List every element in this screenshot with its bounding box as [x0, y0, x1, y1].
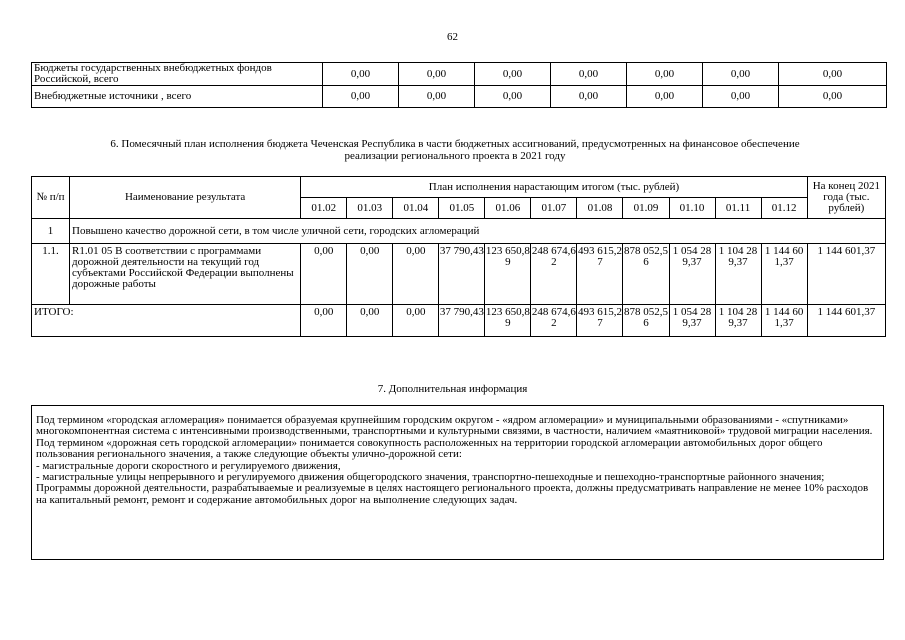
total-row-value: 123 650,89 [485, 305, 531, 337]
budget-value-cell: 0,00 [475, 63, 551, 86]
item-row-value: 0,00 [301, 244, 347, 305]
budget-row [32, 86, 887, 108]
additional-info-box [31, 405, 884, 560]
budget-row-label: Бюджеты государственных внебюджетных фондов Российской, всего [32, 63, 323, 86]
info-paragraph: Под термином «дорожная сеть городской агломерации» понимается совокупность расположенных на территории городской агломерации автомобильных дорог общего пользования регионального значения, а также следующие объекты улично-дорожной сети: [36, 436, 823, 461]
month-header: 01.07 [531, 198, 577, 219]
budget-value-cell: 0,00 [627, 86, 703, 108]
month-header: 01.06 [485, 198, 531, 219]
budget-value-cell: 0,00 [323, 86, 399, 108]
month-header: 01.11 [715, 198, 761, 219]
budget-row [32, 63, 887, 86]
total-row-label: ИТОГО: [32, 305, 301, 337]
total-row-year-end: 1 144 601,37 [807, 305, 885, 337]
budget-value-cell: 0,00 [323, 63, 399, 86]
section-6-title-line1: 6. Помесячный план исполнения бюджета Чеченская Республика в части бюджетных ассигнований, предусмотренных на финансовое обеспечение [110, 138, 800, 150]
total-row-value: 0,00 [393, 305, 439, 337]
item-row-value: 1 104 289,37 [715, 244, 761, 305]
info-paragraph: Программы дорожной деятельности, разрабатываемые и реализуемые в целях настоящего регионального проекта, должны предусматривать направление не менее 10% расходов на капитальный ремонт, ремонт и содержание автомобильных дорог на выполнение следующих задач. [36, 482, 869, 506]
budget-value-cell: 0,00 [779, 63, 887, 86]
item-row-value: 1 144 601,37 [761, 244, 807, 305]
total-row-value: 1 104 289,37 [715, 305, 761, 337]
item-row-value: 878 052,56 [623, 244, 669, 305]
total-row-value: 878 052,56 [623, 305, 669, 337]
item-row-value: 0,00 [347, 244, 393, 305]
section-7-title: 7. Дополнительная информация [377, 383, 528, 395]
item-row-year-end: 1 144 601,37 [807, 244, 885, 305]
group-row-num: 1 [32, 219, 70, 244]
month-header: 01.03 [347, 198, 393, 219]
item-row-value: 123 650,89 [485, 244, 531, 305]
section-6-title [40, 138, 870, 162]
page-number: 62 [447, 31, 458, 43]
month-header: 01.12 [761, 198, 807, 219]
item-row-value: 37 790,43 [439, 244, 485, 305]
budget-row-label: Внебюджетные источники , всего [32, 86, 323, 108]
total-row-value: 0,00 [301, 305, 347, 337]
month-header: 01.08 [577, 198, 623, 219]
month-header: 01.02 [301, 198, 347, 219]
header-name: Наименование результата [70, 177, 301, 219]
header-plan: План исполнения нарастающим итогом (тыс. рублей) [301, 177, 808, 198]
item-row-text: R1.01 05 В соответствии с программами дорожной деятельности на текущий год субъектами Российской Федерации выполнены дорожные работы [70, 244, 301, 305]
month-header: 01.10 [669, 198, 715, 219]
total-row-value: 1 144 601,37 [761, 305, 807, 337]
item-row-value: 0,00 [393, 244, 439, 305]
budget-value-cell: 0,00 [551, 63, 627, 86]
info-paragraph: Под термином «городская агломерация» понимается образуемая крупнейшим городским округом - «ядром агломерации» и муниципальными образованиями - «спутниками» многокомпонентная система с интенсивными производственными, транспортными и культурными связями, в частности, наличием «маятниковой» трудовой миграции населения. [36, 414, 873, 438]
section-6-title-line2: реализации регионального проекта в 2021 году [344, 150, 566, 162]
header-num: № п/п [32, 177, 70, 219]
total-row-value: 0,00 [347, 305, 393, 337]
budget-value-cell: 0,00 [399, 63, 475, 86]
header-year-end: На конец 2021 года (тыс. рублей) [807, 177, 885, 219]
budget-value-cell: 0,00 [399, 86, 475, 108]
group-row-text: Повышено качество дорожной сети, в том числе уличной сети, городских агломераций [70, 219, 886, 244]
total-row-value: 37 790,43 [439, 305, 485, 337]
total-row-value: 1 054 289,37 [669, 305, 715, 337]
info-paragraph: - магистральные улицы непрерывного и регулируемого движения общегородского значения, транспортно-пешеходные и пешеходно-транспортные районного значения; [36, 471, 825, 484]
total-row-value: 493 615,27 [577, 305, 623, 337]
budget-value-cell: 0,00 [551, 86, 627, 108]
month-header: 01.05 [439, 198, 485, 219]
item-row-value: 248 674,62 [531, 244, 577, 305]
info-paragraph: - магистральные дороги скоростного и регулируемого движения, [36, 459, 341, 472]
item-row-value: 1 054 289,37 [669, 244, 715, 305]
budget-value-cell: 0,00 [779, 86, 887, 108]
month-header: 01.09 [623, 198, 669, 219]
item-row-num: 1.1. [32, 244, 70, 305]
budget-value-cell: 0,00 [703, 63, 779, 86]
monthly-plan-table [31, 176, 886, 337]
budget-value-cell: 0,00 [703, 86, 779, 108]
item-row-value: 493 615,27 [577, 244, 623, 305]
month-header: 01.04 [393, 198, 439, 219]
total-row-value: 248 674,62 [531, 305, 577, 337]
budget-sources-table [31, 62, 887, 108]
budget-value-cell: 0,00 [627, 63, 703, 86]
budget-value-cell: 0,00 [475, 86, 551, 108]
